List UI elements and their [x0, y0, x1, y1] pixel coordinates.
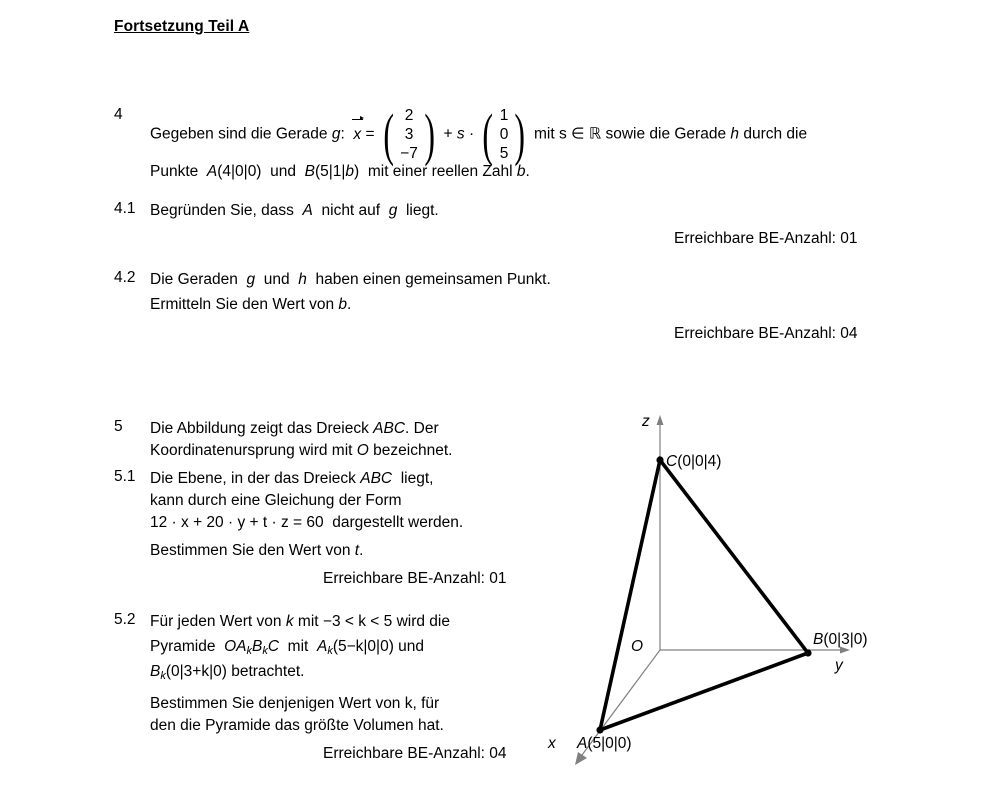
scalar-s: s [456, 125, 465, 143]
point-B-label: B [304, 163, 315, 180]
column-vector-1: ( 2 3 −7 ) [383, 101, 435, 167]
task-4-1-c: liegt. [405, 202, 439, 219]
k-variable: k [285, 613, 294, 630]
column-vector-2: ( 1 0 5 ) [482, 101, 526, 167]
task-4-2-a: Die Geraden [150, 271, 238, 288]
task-5-1-text [150, 468, 550, 534]
pyramid-k2: k [262, 644, 268, 657]
period: . [359, 542, 364, 559]
task-4-colon: : [340, 125, 345, 143]
triangle-ABC: ABC [373, 420, 406, 437]
s-element-of-R: s ∈ ℝ [559, 125, 602, 143]
punkte-word: Punkte [150, 163, 199, 180]
point-B-coords-close: ) [354, 163, 360, 180]
axis-label-y: y [835, 657, 843, 674]
task-4-2-points: Erreichbare BE-Anzahl: 04 [674, 325, 858, 342]
task-4-1-number: 4.1 [114, 200, 136, 217]
task-4-2-b: und [263, 271, 290, 288]
task-4-intro-c: sowie die Gerade [605, 125, 727, 143]
task-5-1-points: Erreichbare BE-Anzahl: 01 [323, 570, 507, 587]
task-4-1-b: nicht auf [321, 202, 381, 219]
task-5-2-question [150, 693, 550, 737]
vertex-A-dot [596, 726, 603, 733]
pyramid-C: C [267, 638, 280, 655]
task-4-intro [150, 101, 910, 167]
page-title: Fortsetzung Teil A [114, 18, 250, 35]
plus-sign: + [443, 125, 453, 143]
task-4-2-d: Ermitteln Sie den Wert von [150, 296, 335, 313]
vertex-B-dot [804, 649, 811, 656]
task-5-2-points: Erreichbare BE-Anzahl: 04 [323, 745, 507, 762]
task-5-1-question [150, 540, 363, 562]
point-A-coords: (4|0|0) [217, 163, 262, 180]
task-4-number: 4 [114, 106, 123, 123]
g-label: g [388, 202, 398, 219]
task-5-1-number: 5.1 [114, 468, 136, 485]
vector-x-label: x [353, 124, 361, 146]
label-point-C: C(0|0|4) [666, 453, 722, 470]
task-4-2-line2 [150, 294, 351, 316]
Bk-subscript: k [160, 669, 166, 682]
task-4-1-a: Begründen Sie, dass [150, 202, 294, 219]
dot-operator: · [468, 125, 475, 143]
h-label: h [298, 271, 307, 288]
task-5-2-e: mit [287, 638, 309, 655]
task-5-intro [150, 418, 550, 462]
task-5-2-line2 [150, 636, 550, 662]
k-inequality: −3 < k < 5 [322, 613, 393, 630]
task-4-intro-b: mit [534, 125, 555, 143]
task-5-number: 5 [114, 418, 123, 435]
plane-equation: 12 · x + 20 · y + t · z = 60 [150, 514, 324, 531]
task-5-2-i: den die Pyramide das größte Volumen hat. [150, 717, 444, 734]
z-axis-arrow-icon [657, 415, 664, 425]
Bk-label: B [150, 663, 161, 680]
task-4-intro-a: Gegeben sind die Gerade [150, 125, 328, 143]
vec1-z: −7 [400, 145, 418, 162]
task-5-2-d: Pyramide [150, 638, 216, 655]
pyramid-B: B [252, 638, 263, 655]
task-5-c: Koordinatenursprung wird mit [150, 442, 353, 459]
Ak-subscript: k [327, 644, 333, 657]
axis-label-x: x [548, 735, 556, 752]
A-label: A [302, 202, 313, 219]
origin-O: O [356, 442, 369, 459]
axis-label-z: z [642, 413, 650, 430]
figure-svg [530, 405, 980, 790]
label-point-B: B(0|3|0) [813, 631, 868, 648]
task-5-d: bezeichnet. [373, 442, 453, 459]
task-5-1-c: kann durch eine Gleichung der Form [150, 492, 402, 509]
Ak-coords: (5−k|0|0) [332, 638, 394, 655]
task-5-2-b: mit [297, 613, 319, 630]
line-g-label: g [331, 125, 341, 143]
task-5-2-number: 5.2 [114, 611, 136, 628]
pyramid-label: OA [224, 638, 247, 655]
task-4-intro-d: durch die [743, 125, 808, 143]
vec2-z: 5 [499, 145, 509, 162]
task-5-2-g: betrachtet. [231, 663, 305, 680]
task-5-a: Die Abbildung zeigt das Dreieck [150, 420, 369, 437]
label-origin-O: O [631, 638, 644, 655]
vec1-y: 3 [404, 126, 414, 143]
task-4-1-points: Erreichbare BE-Anzahl: 01 [674, 230, 858, 247]
und-word: und [270, 163, 296, 180]
x-axis-arrow-icon [575, 752, 587, 765]
task-5-1-a: Die Ebene, in der das Dreieck [150, 470, 356, 487]
task-5-2-line3 [150, 661, 550, 687]
period: . [525, 163, 530, 180]
task-4-2-number: 4.2 [114, 269, 136, 286]
task-5-1-b: liegt, [400, 470, 434, 487]
g-label: g [246, 271, 256, 288]
vec1-x: 2 [404, 107, 414, 124]
line-h-label: h [730, 125, 740, 143]
point-B-coords-open: (5|1| [314, 163, 346, 180]
task-5-2-c: wird die [396, 613, 450, 630]
task-4-2-c: haben einen gemeinsamen Punkt. [315, 271, 551, 288]
task-5-1-e: Bestimmen Sie den Wert von [150, 542, 351, 559]
point-A-label: A [206, 163, 218, 180]
point-B-b: b [345, 163, 355, 180]
task-5-2-line1 [150, 611, 550, 633]
Ak-label: A [316, 638, 328, 655]
vertex-C-dot [656, 456, 663, 463]
task-5-1-d: dargestellt werden. [332, 514, 464, 531]
equals-sign: = [365, 125, 375, 143]
reelle-zahl-text: mit einer reellen Zahl [367, 163, 513, 180]
task-5-b: . Der [405, 420, 439, 437]
vec2-x: 1 [499, 107, 509, 124]
b-label: b [338, 296, 348, 313]
task-4-1-text [150, 200, 439, 222]
pyramid-k1: k [246, 644, 252, 657]
t-variable: t [354, 542, 360, 559]
task-4-points-line [150, 161, 530, 183]
task-5-2-a: Für jeden Wert von [150, 613, 282, 630]
label-point-A: A(5|0|0) [577, 735, 632, 752]
Bk-coords: (0|3+k|0) [165, 663, 227, 680]
task-5-2-h: Bestimmen Sie denjenigen Wert von k, für [150, 695, 440, 712]
triangle-ABC: ABC [360, 470, 393, 487]
vec2-y: 0 [499, 126, 509, 143]
task-5-2-f: und [398, 638, 425, 655]
period: . [347, 296, 352, 313]
b-variable: b [516, 163, 526, 180]
task-4-2-line1 [150, 269, 551, 291]
coordinate-figure [530, 405, 980, 790]
